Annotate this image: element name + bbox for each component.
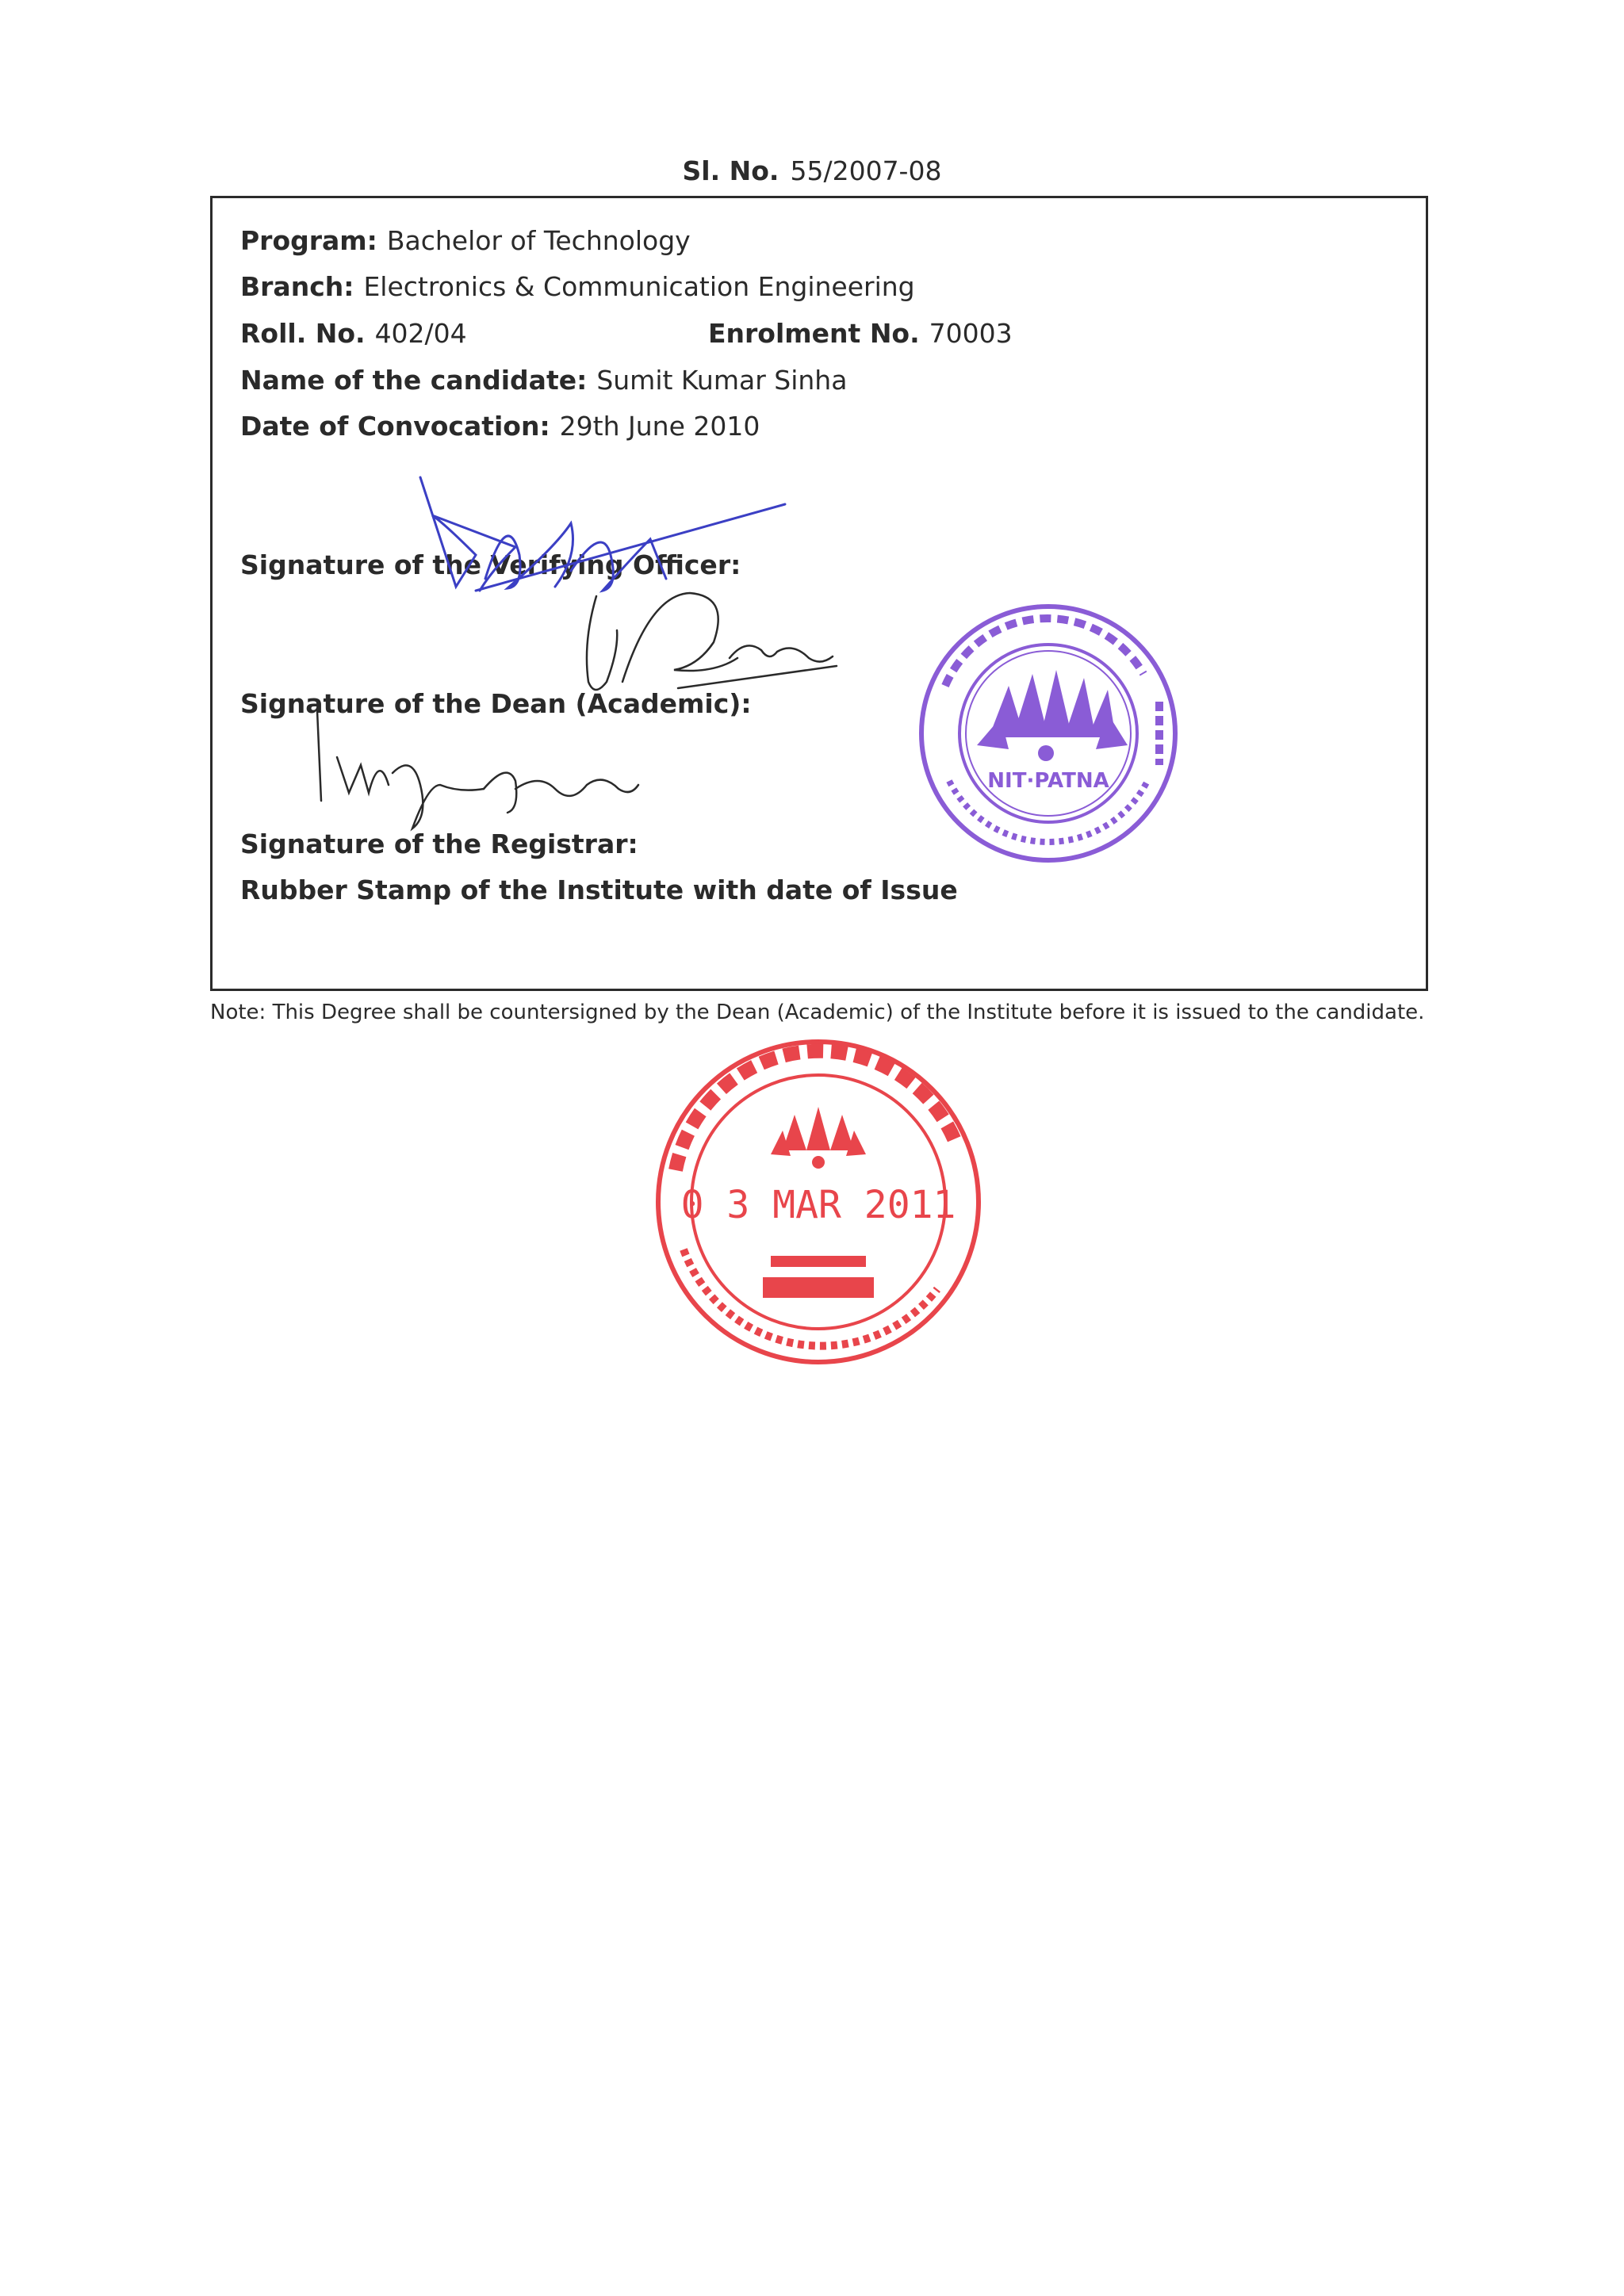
candidate-name-value: Sumit Kumar Sinha <box>596 365 848 396</box>
candidate-name-label: Name of the candidate: <box>240 365 588 396</box>
serial-value: 55/2007-08 <box>790 155 942 186</box>
enrolment-label: Enrolment No. <box>708 318 920 349</box>
branch-value: Electronics & Communication Engineering <box>363 271 915 302</box>
registrar-signature <box>317 710 638 828</box>
dean-signature <box>587 593 837 690</box>
branch-label: Branch: <box>240 271 354 302</box>
convocation-label: Date of Convocation: <box>240 411 550 442</box>
serial-label: Sl. No. <box>682 155 779 186</box>
countersign-note: Note: This Degree shall be countersigned by the Dean (Academic) of the Institute before it is issued to the candidate. <box>210 1001 1425 1024</box>
roll-label: Roll. No. <box>240 318 366 349</box>
red-date-stamp <box>658 1042 979 1362</box>
convocation-value: 29th June 2010 <box>559 411 760 442</box>
verifying-officer-signature <box>420 477 785 591</box>
roll-value: 402/04 <box>374 318 467 349</box>
red-stamp-date: 0 3 MAR 2011 <box>680 1183 956 1227</box>
program-label: Program: <box>240 225 377 256</box>
dean-signature-label: Signature of the Dean (Academic): <box>240 688 752 719</box>
purple-institute-seal <box>921 607 1175 860</box>
purple-seal-name: NIT·PATNA <box>987 769 1109 793</box>
program-value: Bachelor of Technology <box>386 225 691 256</box>
verifying-officer-label: Signature of the Verifying Officer: <box>240 549 741 580</box>
rubber-stamp-label: Rubber Stamp of the Institute with date of Issue <box>240 874 958 905</box>
enrolment-value: 70003 <box>929 318 1013 349</box>
registrar-signature-label: Signature of the Registrar: <box>240 828 638 859</box>
